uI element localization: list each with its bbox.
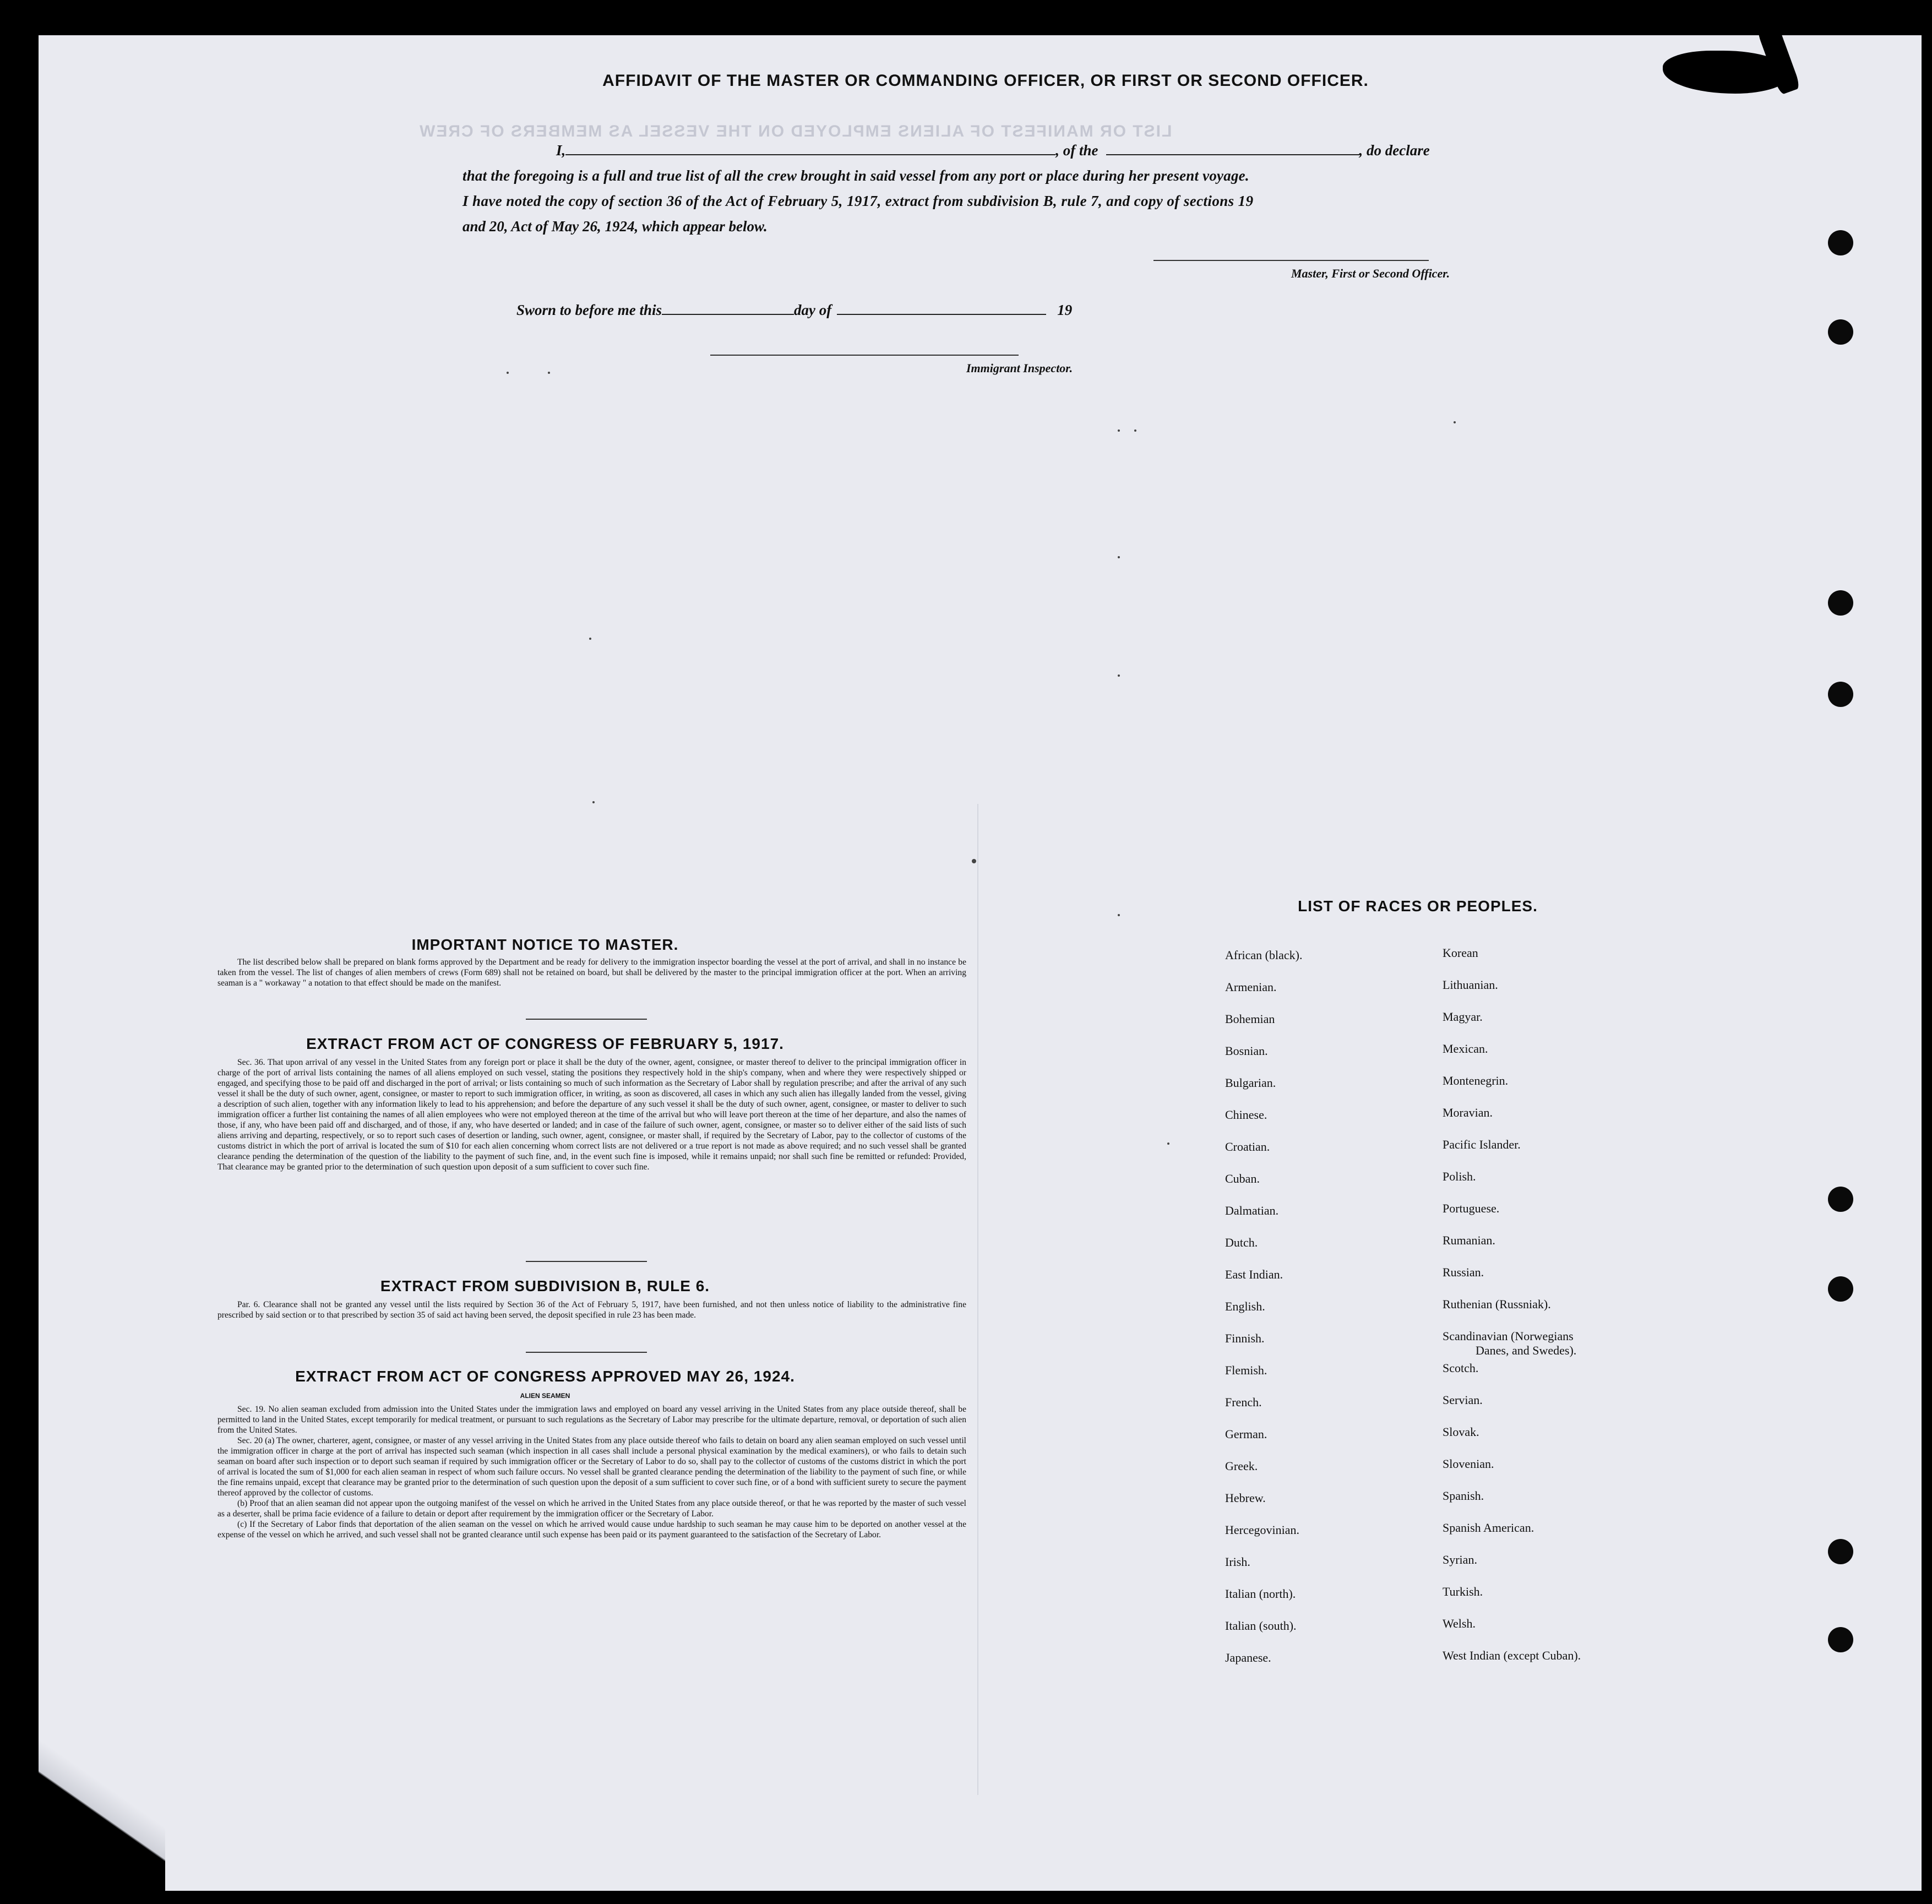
race-item: Bohemian (1225, 1012, 1275, 1026)
race-item: Turkish. (1443, 1585, 1483, 1598)
divider (526, 1352, 647, 1353)
affidavit-i-label: I, (556, 142, 566, 159)
alien-seamen-subtitle: ALIEN SEAMEN (520, 1392, 570, 1400)
notice-title: IMPORTANT NOTICE TO MASTER. (411, 936, 679, 953)
race-item: Flemish. (1225, 1363, 1267, 1377)
sec-36-paragraph: Sec. 36. That upon arrival of any vessel in the United States from any foreign port or place it shall be the duty of the owner, agent, consignee, or master thereof to deliver to the principal immigration officer in charge of the port of arrival lists containing the names of all aliens employed on such vessel, stating the positions they respectively hold in the ship's company, when and where they were respectively shipped or engaged, and specifying those to be paid off and discharged in the port of arrival; or lists containing so much of such information as the Secretary of Labor shall by regulation prescribe; and after the arrival of any such vessel it shall be the duty of such owner, agent, consignee, or master to report to such immigration officer, in writing, as soon as discovered, all cases in which any such alien has illegally landed from the vessel, giving a description of such alien, together with any information likely to lead to his apprehension; and before the departure of any such vessel it shall be the duty of such owner, agent, consignee, or master to deliver to such immigration officer a further list containing the names of all alien employees who were not employed thereon at the time of the arrival but who will leave port thereon at the time of her departure, and also the names of those, if any, who have been paid off and discharged, and of those, if any, who have deserted or landed; and in case of the failure of such owner, agent, consignee, or master so to deliver either of the said lists of such aliens arriving and departing, respectively, or so to report such cases of desertion or landing, such owner, agent, consignee, or master shall, if required by the Secretary of Labor, pay to the collector of customs of the customs district in which the port of arrival is located the sum of $10 for each alien concerning whom correct lists are not delivered or a true report is not made as above required; and no such vessel shall be granted clearance pending the determination of the question of the liability to the payment of such fine, and, in the event such fine is imposed, while it remains unpaid; nor shall such fine be remitted or refunded: Provided, That clearance may be granted prior to the determination of such question upon deposit of a sum sufficient to cover such fine. (217, 1058, 966, 1172)
race-item: Rumanian. (1443, 1233, 1495, 1247)
race-item: Syrian. (1443, 1553, 1477, 1566)
sec-20b-paragraph: (b) Proof that an alien seaman did not appear upon the outgoing manifest of the vessel on which he arrived in the United States from any place outside thereof, or that he was reported by the master of such vessel as a deserter, shall be prima facie evidence of a failure to detain or deport after requirement by the immigration officer or the Secretary of Labor. (217, 1499, 966, 1519)
punch-hole (1828, 682, 1853, 707)
race-item: Portuguese. (1443, 1201, 1500, 1215)
race-item: Mexican. (1443, 1042, 1488, 1056)
race-item: Slovenian. (1443, 1457, 1494, 1471)
affidavit-title: AFFIDAVIT OF THE MASTER OR COMMANDING OFFICER, OR FIRST OR SECOND OFFICER. (602, 72, 1369, 90)
race-item: East Indian. (1225, 1267, 1283, 1281)
race-item (1443, 1329, 1581, 1361)
race-item: Lithuanian. (1443, 978, 1498, 992)
punch-hole (1828, 1276, 1853, 1302)
do-declare-label: , do declare (1359, 142, 1430, 159)
extract-1917-title: EXTRACT FROM ACT OF CONGRESS OF FEBRUARY 5, 1917. (306, 1035, 784, 1052)
divider (526, 1019, 647, 1020)
race-item: Chinese. (1225, 1108, 1267, 1122)
speck (507, 372, 509, 374)
speck (1167, 1143, 1169, 1145)
race-item: Armenian. (1225, 980, 1277, 994)
race-item: Croatian. (1225, 1140, 1270, 1154)
race-item: Dalmatian. (1225, 1204, 1279, 1217)
inspector-signature-line[interactable] (710, 355, 1019, 356)
race-item: Spanish. (1443, 1489, 1484, 1503)
race-item: Japanese. (1225, 1651, 1271, 1664)
speck (592, 801, 595, 803)
races-title: LIST OF RACES OR PEOPLES. (1298, 897, 1538, 915)
extract-1924-title: EXTRACT FROM ACT OF CONGRESS APPROVED MAY 26, 1924. (295, 1368, 795, 1385)
day-of-label: day of (794, 302, 832, 318)
speck (1134, 429, 1136, 432)
speck (972, 859, 976, 863)
notice-text (217, 957, 966, 988)
sec-20c-paragraph: (c) If the Secretary of Labor finds that deportation of the alien seaman on the vessel on which he arrived would cause undue hardship to such seaman he may cause him to be deported on another vessel at the expense of the vessel on which he arrived, and such vessel shall not be granted clearance until such expense has been paid or its payment guaranteed to the satisfaction of the Secretary of Labor. (217, 1520, 966, 1539)
speck (548, 372, 550, 374)
race-item: West Indian (except Cuban). (1443, 1649, 1581, 1662)
sec-19-paragraph: Sec. 19. No alien seaman excluded from admission into the United States under the immigration laws and employed on board any vessel arriving in the United States from any place outside thereof, shall be permitted to land in the United States, except temporarily for medical treatment, or pursuant to such regulations as the Secretary of Labor may prescribe for the ultimate departure, removal, or deportation of such alien from the United States. (217, 1405, 966, 1435)
punch-hole (1828, 590, 1853, 616)
race-item: Pacific Islander. (1443, 1138, 1521, 1151)
sworn-label: Sworn to before me this (516, 302, 662, 318)
year-prefix: 19 (1057, 302, 1073, 318)
of-the-label: , of the (1055, 142, 1098, 159)
bleed-through-header: LIST OR MANIFEST OF ALIENS EMPLOYED ON THE VESSEL AS MEMBERS OF CREW (418, 122, 1172, 140)
vessel-blank[interactable] (1106, 154, 1359, 155)
sworn-line (516, 302, 1072, 319)
race-item: Korean (1443, 946, 1478, 960)
race-item: Russian. (1443, 1265, 1484, 1279)
speck (1118, 429, 1120, 432)
race-item: English. (1225, 1299, 1265, 1313)
race-item-line: Scandinavian (Norwegians (1443, 1329, 1574, 1343)
affidavit-line-3: I have noted the copy of section 36 of the Act of February 5, 1917, extract from subdivision B, rule 7, and copy of sections 19 (462, 193, 1254, 209)
punch-hole (1828, 319, 1853, 345)
sec-20a-paragraph: Sec. 20 (a) The owner, charterer, agent, consignee, or master of any vessel arriving in the United States from any place outside thereof who fails to detain on board any alien seaman employed on such vessel until the immigration officer in charge at the port of arrival has inspected such seaman (which inspection in all cases shall include a personal physical examination by the medical examiners), or who fails to detain such seaman on board after such inspection or to deport such seaman if required by such immigration officer or the Secretary of Labor to do so, shall pay to the collector of customs of the customs district in which the port of arrival is located the sum of $1,000 for each alien seaman in respect of whom such failure occurs. No vessel shall be granted clearance pending the determination of the liability to the payment of such fine, or while the fine remains unpaid, except that clearance may be granted prior to the determination of such question upon the deposit of a sum sufficient to cover such fine, or of a bond with sufficient surety to secure the payment thereof approved by the collector of customs. (217, 1436, 966, 1498)
punch-hole (1828, 230, 1853, 255)
month-blank[interactable] (837, 314, 1046, 315)
affidavit-line-1 (556, 142, 1492, 159)
name-blank[interactable] (565, 154, 1055, 155)
race-item: Scotch. (1443, 1361, 1479, 1375)
race-item: Cuban. (1225, 1172, 1260, 1185)
race-item: Bosnian. (1225, 1044, 1268, 1058)
extract-1917-text (217, 1057, 966, 1172)
day-blank[interactable] (662, 314, 794, 315)
race-item: Finnish. (1225, 1331, 1265, 1345)
speck (1118, 674, 1120, 677)
race-item: German. (1225, 1427, 1267, 1441)
race-item: Ruthenian (Russniak). (1443, 1297, 1551, 1311)
master-signature-label: Master, First or Second Officer. (1291, 266, 1450, 280)
folded-corner (39, 1734, 165, 1891)
punch-hole (1828, 1627, 1853, 1652)
race-item: Slovak. (1443, 1425, 1479, 1439)
extract-rule6-title: EXTRACT FROM SUBDIVISION B, RULE 6. (380, 1277, 710, 1294)
punch-hole (1828, 1187, 1853, 1212)
par-6-paragraph: Par. 6. Clearance shall not be granted any vessel until the lists required by Section 36 of the Act of February 5, 1917, have been furnished, and not then unless notice of liability to the administrative fine prescribed by said section or to that prescribed by section 35 of said act having been served, the deposit specified in rule 23 has been made. (217, 1300, 966, 1320)
affidavit-line-2: that the foregoing is a full and true list of all the crew brought in said vessel from any port or place during her present voyage. (462, 167, 1249, 184)
extract-rule6-text (217, 1299, 966, 1320)
speck (1118, 914, 1120, 916)
race-item: French. (1225, 1395, 1262, 1409)
race-item: Italian (north). (1225, 1587, 1296, 1601)
race-item: Italian (south). (1225, 1619, 1297, 1633)
race-item: Welsh. (1443, 1617, 1476, 1630)
race-item: Bulgarian. (1225, 1076, 1276, 1090)
race-item: Montenegrin. (1443, 1074, 1509, 1087)
notice-paragraph: The list described below shall be prepared on blank forms approved by the Department and be ready for delivery to the immigration inspector boarding the vessel at the port of arrival, and shall in no instance be taken from the vessel. The list of changes of alien members of crews (Form 689) shall not be retained on board, but shall be delivered by the master to the principal immigration officer at the port. When an arriving seaman is a " workaway " a notation to that effect should be made on the manifest. (217, 958, 966, 988)
races-right-column (1443, 946, 1581, 1680)
race-item: Greek. (1225, 1459, 1258, 1473)
race-item: Dutch. (1225, 1236, 1258, 1249)
race-item: Hebrew. (1225, 1491, 1266, 1505)
race-item: Irish. (1225, 1555, 1250, 1569)
divider (526, 1261, 647, 1262)
race-item: Moravian. (1443, 1106, 1493, 1119)
race-item-continuation: Danes, and Swedes). (1476, 1343, 1577, 1357)
races-left-column (1225, 948, 1302, 1683)
speck (589, 638, 591, 640)
signature-line[interactable] (1153, 260, 1429, 261)
race-item: Spanish American. (1443, 1521, 1534, 1535)
race-item: African (black). (1225, 948, 1303, 962)
speck (1118, 556, 1120, 558)
inspector-label: Immigrant Inspector. (966, 361, 1073, 375)
speck (1454, 421, 1456, 423)
race-item: Polish. (1443, 1169, 1476, 1183)
race-item: Hercegovinian. (1225, 1523, 1299, 1537)
extract-1924-text (217, 1404, 966, 1540)
race-item: Servian. (1443, 1393, 1483, 1407)
race-item: Magyar. (1443, 1010, 1483, 1024)
punch-hole (1828, 1539, 1853, 1564)
affidavit-line-4: and 20, Act of May 26, 1924, which appear below. (462, 218, 768, 235)
fold-line (977, 804, 978, 1795)
